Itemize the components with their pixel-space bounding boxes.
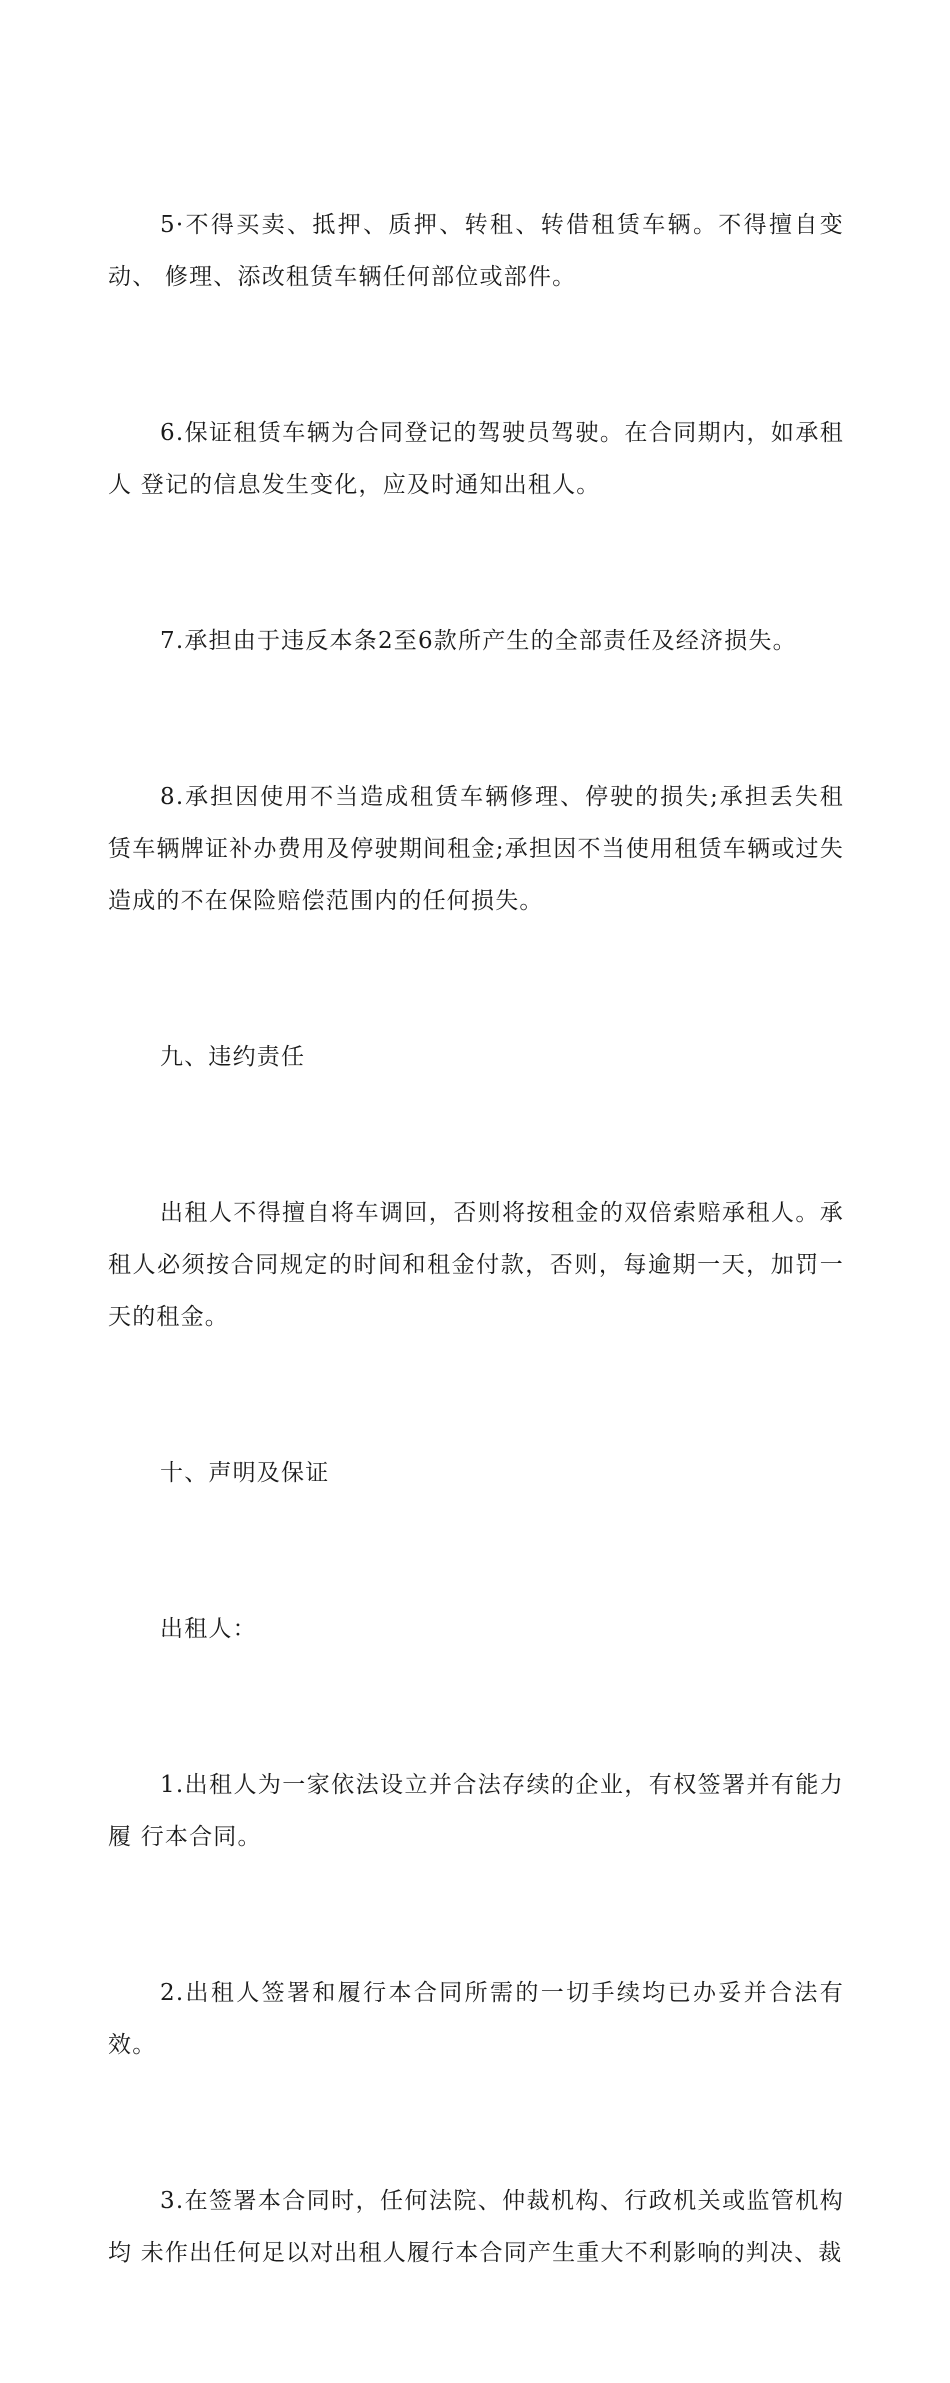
paragraph-item-6: 6.保证租赁车辆为合同登记的驾驶员驾驶。在合同期内，如承租人 登记的信息发生变化，应及时通知出租人。 [108, 420, 844, 498]
paragraph-item-8: 8.承担因使用不当造成租赁车辆修理、停驶的损失;承担丢失租赁车辆牌证补办费用及停驶期间租金;承担因不当使用租赁车辆或过失造成的不在保险赔偿范围内的任何损失。 [108, 784, 844, 914]
paragraph-breach-liability: 出租人不得擅自将车调回，否则将按租金的双倍索赔承租人。承租人必须按合同规定的时间和租金付款，否则，每逾期一天，加罚一天的租金。 [108, 1200, 844, 1330]
paragraph-item-7: 7.承担由于违反本条2至6款所产生的全部责任及经济损失。 [160, 628, 797, 654]
document-body [108, 95, 844, 2383]
paragraph-item-5: 5·不得买卖、抵押、质押、转租、转借租赁车辆。不得擅自变动、 修理、添改租赁车辆任何部位或部件。 [108, 212, 844, 290]
section-heading-breach: 九、违约责任 [160, 1044, 306, 1070]
paragraph-lessor-3: 3.在签署本合同时，任何法院、仲裁机构、行政机关或监管机构均 未作出任何足以对出租人履行本合同产生重大不利影响的判决、裁 [108, 2188, 844, 2266]
paragraph-lessor-1: 1.出租人为一家依法设立并合法存续的企业，有权签署并有能力履 行本合同。 [108, 1772, 844, 1850]
section-heading-representations: 十、声明及保证 [160, 1460, 330, 1486]
lessor-label: 出租人： [160, 1616, 257, 1642]
paragraph-lessor-2: 2.出租人签署和履行本合同所需的一切手续均已办妥并合法有效。 [108, 1980, 844, 2058]
